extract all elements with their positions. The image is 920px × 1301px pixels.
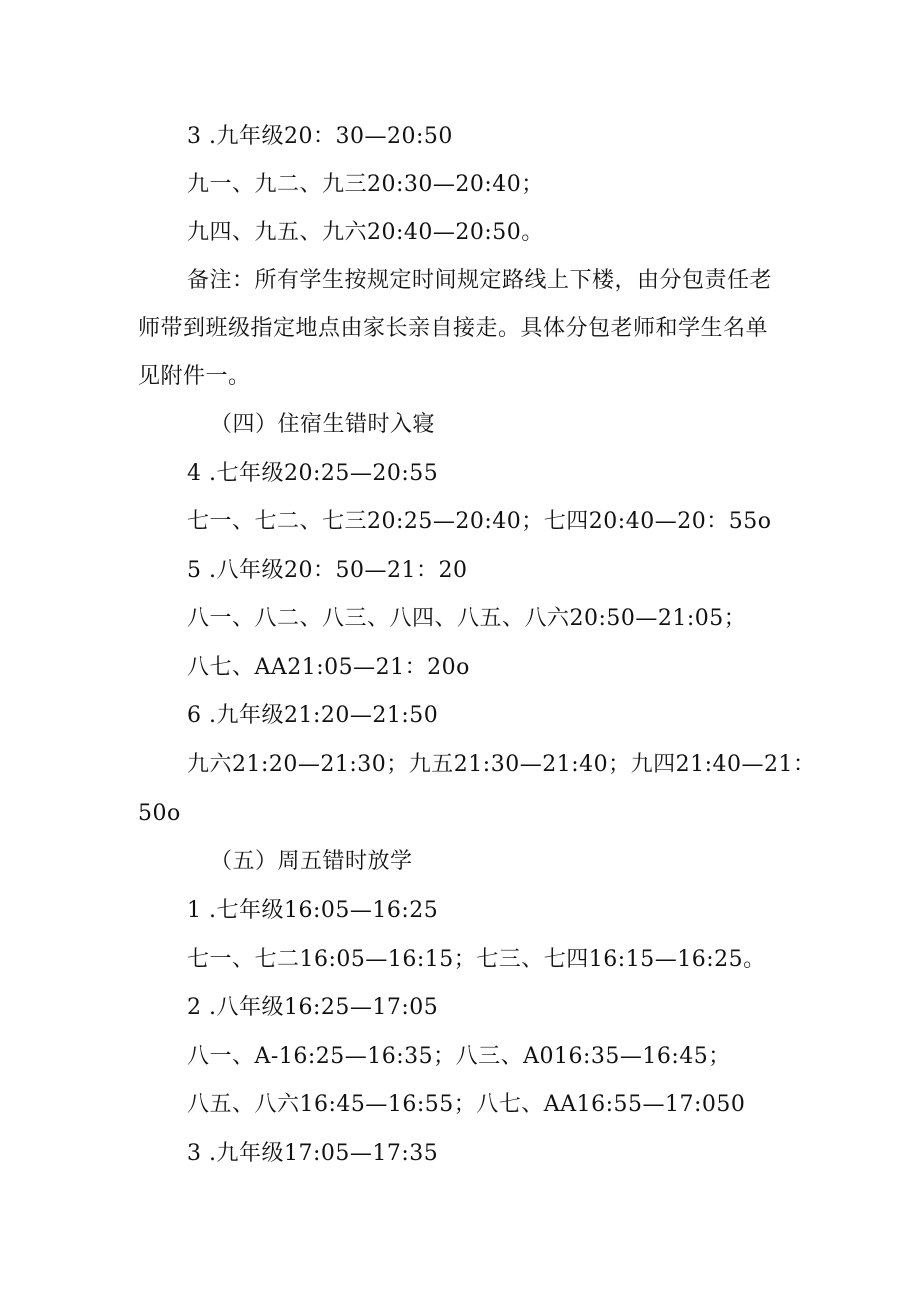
schedule-item-grade7: 4 .七年级20:25—20:55	[187, 461, 439, 486]
schedule-detail: 七一、七二16:05—16:15；七三、七四16:15—16:25。	[187, 947, 766, 972]
schedule-detail: 八五、八六16:45—16:55；八七、AA16:55—17:050	[187, 1092, 746, 1117]
schedule-detail: 50o	[138, 801, 181, 826]
note-paragraph-line: 备注：所有学生按规定时间规定路线上下楼，由分包责任老	[187, 268, 773, 293]
schedule-detail: 八一、A-16:25—16:35；八三、A016:35—16:45；	[187, 1044, 731, 1069]
schedule-detail: 八七、AA21:05—21：20o	[187, 655, 470, 680]
schedule-item-grade9: 6 .九年级21:20—21:50	[187, 703, 439, 728]
schedule-item-grade9: 3 .九年级17:05—17:35	[187, 1141, 439, 1166]
schedule-item-grade9: 3 .九年级20：30—20:50	[187, 124, 453, 149]
schedule-detail: 七一、七二、七三20:25—20:40；七四20:40—20：55o	[187, 509, 772, 534]
note-paragraph-line: 师带到班级指定地点由家长亲自接走。具体分包老师和学生名单	[138, 316, 769, 341]
schedule-item-grade7: 1 .七年级16:05—16:25	[187, 898, 439, 923]
schedule-item-grade8: 2 .八年级16:25—17:05	[187, 995, 439, 1020]
schedule-detail: 八一、八二、八三、八四、八五、八六20:50—21:05；	[187, 606, 747, 631]
schedule-detail: 九六21:20—21:30；九五21:30—21:40；九四21:40—21：	[187, 752, 816, 777]
schedule-detail: 九一、九二、九三20:30—20:40；	[187, 172, 544, 197]
section-heading: （五）周五错时放学	[210, 849, 413, 874]
section-heading: （四）住宿生错时入寝	[210, 412, 436, 437]
schedule-detail: 九四、九五、九六20:40—20:50。	[187, 220, 544, 245]
note-paragraph-line: 见附件一。	[138, 364, 251, 389]
schedule-item-grade8: 5 .八年级20：50—21：20	[187, 558, 468, 583]
